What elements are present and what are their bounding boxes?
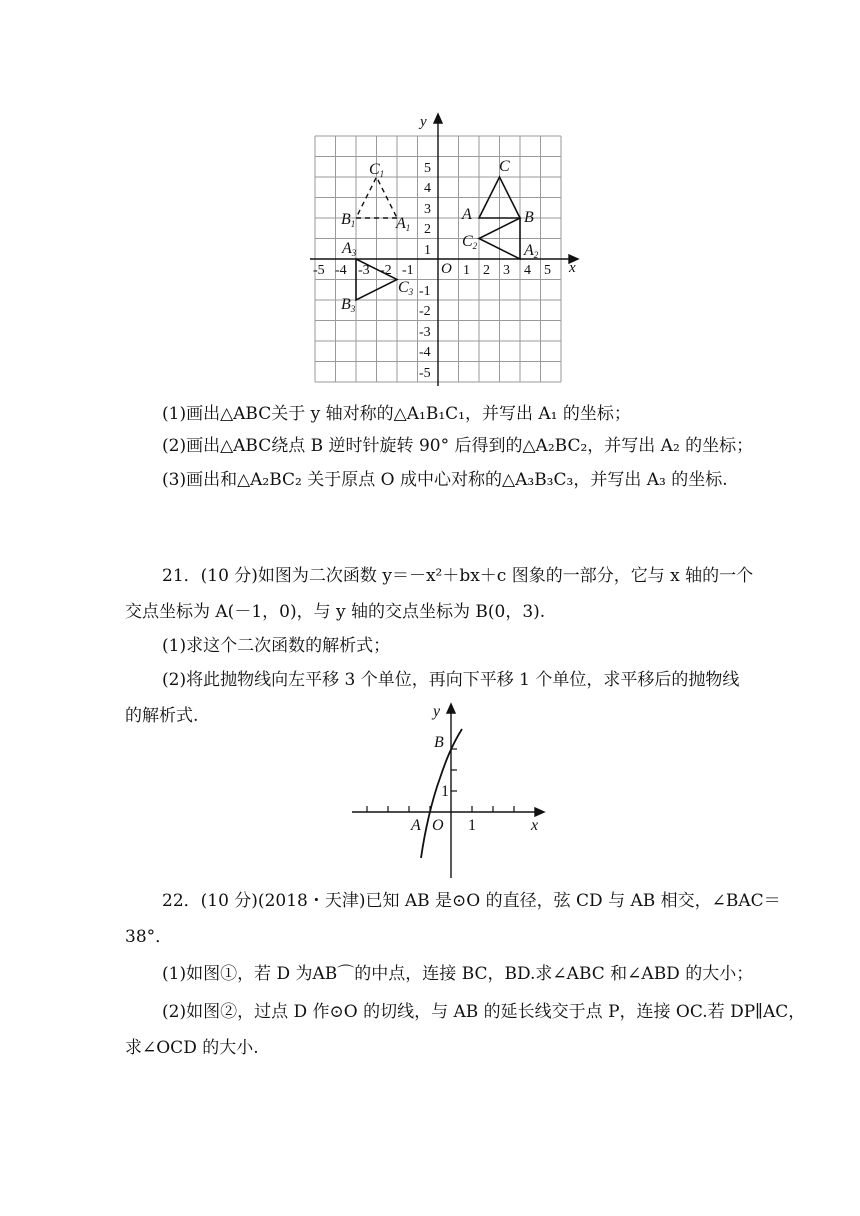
label-c2: C2 — [462, 233, 478, 251]
label-a: A — [462, 206, 472, 223]
parabola-figure — [345, 698, 555, 882]
y-tick-label: -1 — [419, 284, 431, 299]
x-tick-label: 1 — [463, 263, 470, 278]
x-tick-label: 5 — [544, 263, 551, 278]
x-tick-label: -5 — [313, 263, 325, 278]
label-c: C — [499, 158, 510, 175]
y-tick-label: 5 — [424, 161, 431, 176]
point-labels — [341, 158, 539, 314]
q22-part2-line2: 求∠OCD 的大小. — [125, 1038, 259, 1058]
q20-part2: (2)画出△ABC绕点 B 逆时针旋转 90° 后得到的△A₂BC₂，并写出 A₂ 的坐标； — [162, 436, 754, 456]
y-tick-labels — [419, 161, 431, 381]
label-b3: B3 — [341, 296, 356, 314]
q21-part2-line1: (2)将此抛物线向左平移 3 个单位，再向下平移 1 个单位，求平移后的抛物线 — [162, 670, 740, 690]
x-tick-label: 3 — [503, 263, 510, 278]
q22-line1: 22．(10 分)(2018・天津)已知 AB 是⊙O 的直径，弦 CD 与 AB 相交，∠BAC＝ — [162, 891, 781, 911]
y-axis-label: y — [420, 114, 427, 130]
y-axis-label: y — [433, 703, 441, 720]
y-tick-one: 1 — [441, 783, 449, 800]
label-a2: A2 — [524, 242, 539, 260]
label-a3: A3 — [342, 240, 357, 258]
x-tick-label: -1 — [402, 263, 414, 278]
y-tick-label: 1 — [424, 243, 431, 258]
label-c3: C3 — [398, 279, 414, 297]
coordinate-grid-figure — [300, 108, 600, 393]
x-ticks — [367, 806, 514, 812]
q20-part1: (1)画出△ABC关于 y 轴对称的△A₁B₁C₁，并写出 A₁ 的坐标； — [162, 404, 631, 424]
y-tick-label: 4 — [424, 181, 431, 196]
q22-part2-line1: (2)如图②，过点 D 作⊙O 的切线，与 AB 的延长线交于点 P，连接 OC.若 DP∥AC， — [162, 1002, 806, 1022]
point-b-label: B — [434, 734, 444, 751]
axis-labels — [418, 114, 576, 277]
point-a-label: A — [411, 817, 421, 834]
y-tick-label: -3 — [419, 325, 431, 340]
x-tick-label: 2 — [483, 263, 490, 278]
x-tick-one: 1 — [468, 817, 476, 834]
x-axis-label: x — [531, 817, 539, 834]
x-tick-label: -2 — [380, 263, 392, 278]
y-tick-label: -2 — [419, 304, 431, 319]
q21-part2-line2: 的解析式. — [125, 706, 199, 726]
x-axis-label: x — [569, 260, 576, 276]
origin-label: O — [441, 261, 452, 277]
x-tick-labels — [313, 263, 551, 278]
q21-line1: 21．(10 分)如图为二次函数 y＝－x²＋bx＋c 图象的一部分，它与 x 轴的一个 — [162, 566, 754, 586]
origin-label: O — [432, 817, 444, 834]
label-b1: B1 — [341, 211, 356, 229]
label-c1: C1 — [369, 161, 385, 179]
q21-line2: 交点坐标为 A(－1，0)，与 y 轴的交点坐标为 B(0，3). — [125, 602, 546, 622]
q22-part1: (1)如图①，若 D 为AB⌒的中点，连接 BC，BD.求∠ABC 和∠ABD 的大小； — [162, 964, 754, 984]
y-tick-label: 2 — [424, 222, 431, 237]
y-ticks — [451, 749, 457, 791]
q21-part1: (1)求这个二次函数的解析式； — [162, 636, 391, 656]
q22-line2: 38°． — [125, 927, 173, 947]
x-tick-label: -3 — [358, 263, 370, 278]
label-a1: A1 — [396, 215, 411, 233]
y-tick-label: -5 — [419, 366, 431, 381]
y-tick-label: 3 — [424, 202, 431, 217]
x-tick-label: 4 — [524, 263, 531, 278]
y-tick-label: -4 — [419, 345, 431, 360]
x-tick-label: -4 — [335, 263, 347, 278]
q20-part3: (3)画出和△A₂BC₂ 关于原点 O 成中心对称的△A₃B₃C₃，并写出 A₃ 的坐标. — [162, 470, 728, 490]
label-b: B — [524, 209, 534, 226]
